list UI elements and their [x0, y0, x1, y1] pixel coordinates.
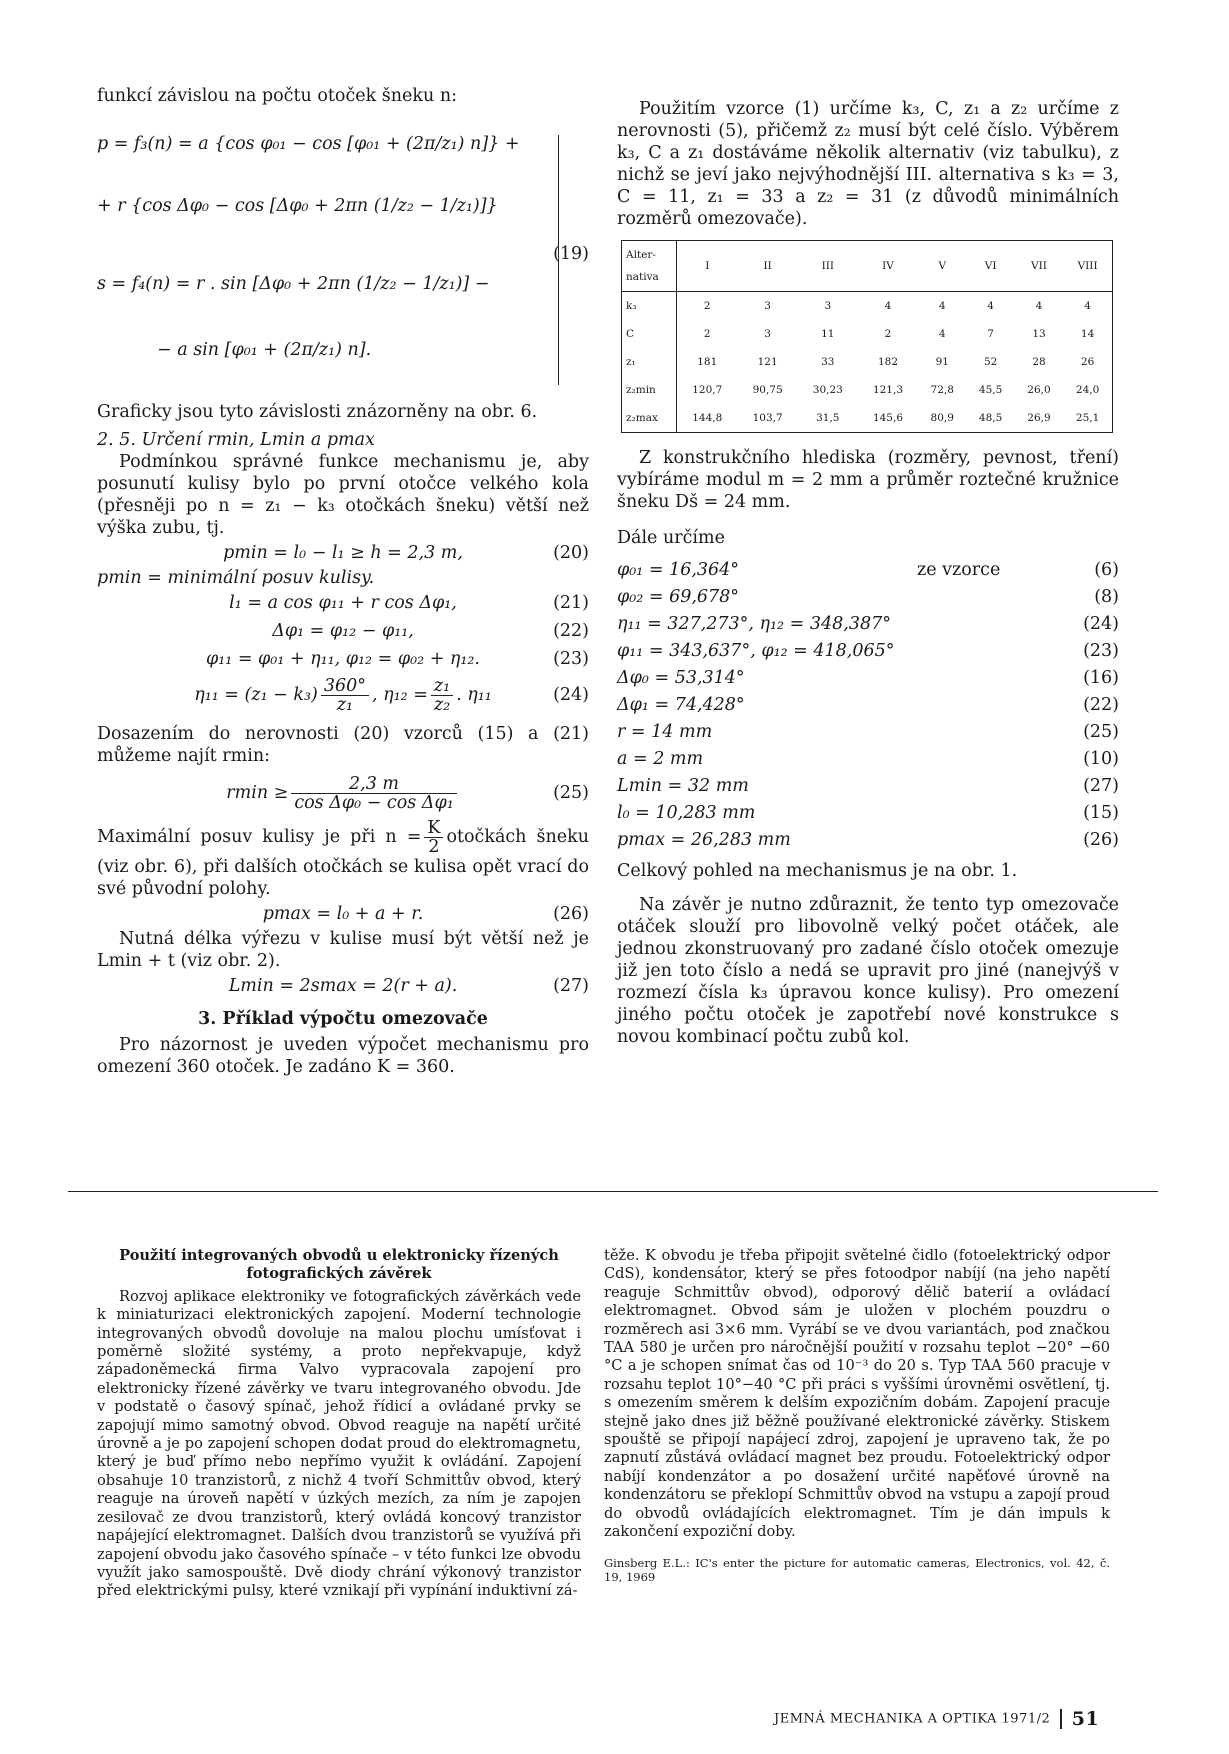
journal-name: JEMNÁ MECHANIKA A OPTIKA 1971/2: [774, 1711, 1051, 1727]
value-expr: r = 14 mm: [617, 722, 713, 742]
eq25-number: (25): [553, 783, 589, 803]
table-cell: 103,7: [752, 412, 783, 424]
footer-separator: [1060, 1709, 1062, 1729]
eq22-expr: Δφ₁ = φ₁₂ − φ₁₁,: [272, 621, 414, 641]
eq19-line3: s = f₄(n) = r . sin [Δφ₀ + 2πn (1/z₂ − 1/z₁)] −: [97, 274, 490, 294]
equation-27: [97, 972, 589, 1000]
table-cell: 25,1: [1075, 412, 1100, 424]
table-header-cell: VII: [1015, 241, 1063, 292]
table-cell: 80,9: [930, 412, 954, 424]
eq24-frac2-numerator: z₁: [431, 677, 453, 696]
k-half-numerator: K: [424, 819, 443, 838]
value-ref: (15): [1083, 803, 1119, 823]
article-title: Použití integrovaných obvodů u elektronicky řízených fotografických závěrek: [119, 1247, 559, 1283]
para-cutout: Nutná délka výřezu v kulise musí být větší než je Lmin + t (viz obr. 2).: [97, 929, 589, 971]
table-cell: 7: [987, 328, 994, 340]
para-design: Z konstrukčního hlediska (rozměry, pevnost, tření) vybíráme modul m = 2 mm a průměr roztečné kružnice šneku Dš = 24 mm.: [617, 448, 1119, 512]
table-cell: 121,3: [872, 384, 903, 396]
table-header-cell: VI: [966, 241, 1014, 292]
eq25-fraction: [291, 775, 456, 812]
value-ref: (24): [1083, 614, 1119, 634]
value-row: [617, 611, 1119, 638]
k-half-denominator: 2: [428, 837, 440, 857]
eq23-number: (23): [553, 649, 589, 669]
eq24-frac2-denominator: z₂: [433, 695, 451, 715]
value-row: [617, 719, 1119, 746]
section-3-heading: 3. Příklad výpočtu omezovače: [198, 1009, 488, 1029]
value-expr: Δφ₀ = 53,314°: [617, 668, 745, 688]
table-row: [622, 348, 1113, 376]
eq23-expr: φ₁₁ = φ₀₁ + η₁₁, φ₁₂ = φ₀₂ + η₁₂.: [205, 649, 480, 669]
page-footer: [774, 1708, 1099, 1730]
equation-22: [97, 617, 589, 645]
table-header-cell: I: [677, 241, 738, 292]
equation-26: [97, 900, 589, 928]
equation-25: [97, 771, 589, 815]
eq24-frac-denominator: z₁: [336, 695, 354, 715]
table-cell: 4: [938, 328, 946, 340]
alternatives-table: [621, 240, 1113, 433]
article-text-left: Rozvoj aplikace elektroniky ve fotografických závěrkách vede k miniaturizaci elektronických zapojení. Moderní technologie integrovaných obvodů dovoluje na malou plochu umísťovat i poměrně složité systémy, a proto nepřekvapuje, když západoněmecká firma Valvo vypracovala zapojení pro elektronicky řízené závěrky ve tvaru integrovaného obvodu. Jde v podstatě o časový spínač, jehož řídicí a ovládané prvky se zapojují mimo samotný obvod. Obvod reaguje na napětí určité úrovně a je po zapojení schopen dodat proud do elektromagnetu, který je buď přímo nebo nepřímo využit k ovládání. Zapojení obsahuje 10 tranzistorů, z nichž 4 tvoří Schmittův obvod, který reaguje na úroveň napětí v úzkých mezích, za ním je zapojen zesilovač ze dvou tranzistorů, který ovládá koncový tranzistor napájející elektromagnet. Dalších dvou tranzistorů se využívá při zapojení obvodu jako časového spínače – v této funkci lze obvodu využít jako samospouště. Dvě diody chrání výkonový tranzistor před elektrickými pulsy, které vznikají při vypínání induktivní zá-: [97, 1287, 581, 1600]
table-cell: 26,0: [1027, 384, 1051, 396]
para-alternatives: Použitím vzorce (1) určíme k₃, C, z₁ a z₂ určíme z nerovnosti (5), přičemž z₂ musí být celé číslo. Výběrem k₃, C a z₁ dostáváme několik alternativ (viz tabulku), z nichž se jeví jako nejvýhodnější III. alternativa s k₃ = 3, C = 11, z₁ = 33 a z₂ = 31 (z důvodů minimálních rozměrů omezovače).: [617, 99, 1119, 229]
graph-note: Graficky jsou tyto závislosti znázorněny na obr. 6.: [97, 402, 538, 422]
eq19-line4: − a sin [φ₀₁ + (2π/z₁) n].: [157, 340, 372, 360]
eq25-denominator: cos Δφ₀ − cos Δφ₁: [294, 793, 454, 813]
table-cell: 11: [821, 328, 835, 340]
table-cell: 182: [877, 356, 898, 368]
table-cell: 30,23: [812, 384, 843, 396]
eq19-number: (19): [553, 244, 589, 264]
value-ref: (25): [1083, 722, 1119, 742]
para-example: Pro názornost je uveden výpočet mechanismu pro omezení 360 otoček. Je zadáno K = 360.: [97, 1035, 589, 1077]
eq27-expr: Lmin = 2smax = 2(r + a).: [228, 976, 458, 996]
section-divider: [68, 1191, 1158, 1192]
table-cell: 91: [935, 356, 949, 368]
value-ref: (10): [1083, 749, 1119, 769]
eq21-expr: l₁ = a cos φ₁₁ + r cos Δφ₁,: [229, 593, 457, 613]
eq22-number: (22): [553, 621, 589, 641]
eq20-expr: pmin = l₀ − l₁ ≥ h = 2,3 m,: [223, 543, 463, 563]
table-cell: 144,8: [692, 412, 723, 424]
table-header-cell: IV: [858, 241, 918, 292]
table-cell: 72,8: [930, 384, 954, 396]
value-expr: l₀ = 10,283 mm: [617, 803, 756, 823]
table-cell: 4: [1084, 300, 1091, 312]
table-row: [622, 376, 1113, 404]
eq19-line1: p = f₃(n) = a {cos φ₀₁ − cos [φ₀₁ + (2π/z₁) n]} +: [97, 134, 520, 154]
table-cell: 2: [884, 328, 892, 340]
value-row: [617, 746, 1119, 773]
value-expr: φ₀₁ = 16,364°: [617, 560, 740, 580]
table-cell: 3: [824, 300, 832, 312]
eq26-expr: pmax = l₀ + a + r.: [262, 904, 424, 924]
value-expr: η₁₁ = 327,273°, η₁₂ = 348,387°: [617, 614, 891, 634]
value-row: [617, 827, 1119, 854]
table-header-cell: II: [738, 241, 798, 292]
intro-text: funkcí závislou na počtu otoček šneku n:: [97, 86, 457, 106]
table-cell: 4: [938, 300, 946, 312]
value-expr: pmax = 26,283 mm: [617, 830, 791, 850]
article-text-right: těže. K obvodu je třeba připojit světelné čidlo (fotoelektrický odpor CdS), kondensátor, který se přes fotoodpor nabíjí (na jeho napětí reaguje Schmittův obvod), odporový dělič baterií a ovládací elektromagnet. Obvod sám je uložen v plochém pouzdru o rozměrech asi 3×6 mm. Vyrábí se ve dvou variantách, pod značkou TAA 580 je určen pro náročnější použití v rozsahu teplot −20° −60 °C a je schopen snímat čas od 10⁻³ do 20 s. Typ TAA 560 pracuje v rozsahu teplot 10°−40 °C při práci s vyššími úrovněmi osvětlení, tj. s omezením směrem k delším expozičním dobám. Zapojení pracuje stejně jako dnes již běžně používané elektronické závěrky. Stiskem spouště se připojí napájecí zdroj, zapojení je upraveno tak, že po zapnutí zůstává ovládací magnet bez proudu. Fotoelektrický odpor nabíjí kondenzátor a po dosažení určité napěťové úrovně na kondenzátoru se překlopí Schmittův obvod na vstupu a zapojí proud do obvodů ovládajících elektromagnet. Tím je dán impuls k zakončení expoziční doby.: [604, 1247, 1110, 1541]
equation-20: [97, 539, 589, 567]
table-row: [622, 320, 1113, 348]
row-label: z₁: [622, 348, 677, 376]
eq26-number: (26): [553, 904, 589, 924]
table-cell: 3: [764, 328, 771, 340]
value-row: [617, 584, 1119, 611]
eq20-number: (20): [553, 543, 589, 563]
table-cell: 4: [987, 300, 994, 312]
value-expr: φ₀₂ = 69,678°: [617, 587, 740, 607]
table-cell: 26,9: [1027, 412, 1051, 424]
table-header-cell: V: [918, 241, 966, 292]
value-ref: (16): [1083, 668, 1119, 688]
values-list: [617, 557, 1119, 854]
para-max-shift: [97, 819, 589, 900]
row-label: z₂max: [622, 404, 677, 433]
para-condition: Podmínkou správné funkce mechanismu je, aby posunutí kulisy bylo po první otočce velkého kola (přesněji po n = z₁ − k₃ otočkách šneku) větší než výška zubu, tj.: [97, 452, 589, 538]
table-header-cell: VIII: [1063, 241, 1112, 292]
table-cell: 2: [703, 328, 711, 340]
eq24-part-a: η₁₁ = (z₁ − k₃): [194, 685, 318, 705]
table-cell: 4: [884, 300, 892, 312]
page-number: 51: [1071, 1708, 1100, 1730]
right-column: [617, 98, 1119, 1048]
eq25-numerator: 2,3 m: [291, 775, 456, 794]
equation-21: [97, 589, 589, 617]
para-max-shift-a: Maximální posuv kulisy je při n =: [97, 827, 422, 847]
value-row: [617, 557, 1119, 584]
eq19-line2: + r {cos Δφ₀ − cos [Δφ₀ + 2πn (1/z₂ − 1/z₁)]}: [97, 196, 498, 216]
value-expr: φ₁₁ = 343,637°, φ₁₂ = 418,065°: [617, 641, 895, 661]
eq27-number: (27): [553, 976, 589, 996]
para-conclusion: Na závěr je nutno zdůraznit, že tento typ omezovače otáček slouží pro libovolně velký počet otáček, ale jednou zkonstruovaný pro zadané číslo otoček omezuje již jen toto číslo a nedá se upravit pro jiné (nanejvýš v rozmezí čísla k₃ úpravou konce kulisy). Pro omezení jiného počtu otoček je zapotřebí nové konstrukce s novou kombinací počtu zubů kol.: [617, 895, 1119, 1047]
equation-system-19: [97, 113, 589, 399]
value-ref: (6): [1094, 560, 1119, 580]
table-cell: 120,7: [692, 384, 723, 396]
value-ref: (22): [1083, 695, 1119, 715]
eq24-part-c: . η₁₁: [456, 685, 492, 705]
pmin-definition: pmin = minimální posuv kulisy.: [97, 568, 375, 588]
table-corner: Alter-nativa: [622, 241, 677, 292]
value-expr: a = 2 mm: [617, 749, 704, 769]
k-half-fraction: [424, 819, 443, 856]
equation-23: [97, 645, 589, 673]
eq24-part-b: , η₁₂ =: [371, 685, 428, 705]
table-cell: 31,5: [816, 412, 840, 424]
eq21-number: (21): [553, 593, 589, 613]
para-overall-view: Celkový pohled na mechanismus je na obr. 1.: [617, 861, 1018, 881]
row-label: C: [622, 320, 677, 348]
value-row: [617, 800, 1119, 827]
eq25-lhs: rmin ≥: [226, 783, 289, 803]
table-cell: 48,5: [978, 412, 1003, 424]
para-determine: Dále určíme: [617, 528, 725, 548]
value-source: ze vzorce: [917, 560, 1001, 580]
value-expr: Lmin = 32 mm: [617, 776, 749, 796]
para-max-shift-b: otočkách šneku (viz obr. 6), při dalších otočkách se kulisa opět vrací do své původní polohy.: [97, 827, 589, 899]
para-substitution: Dosazením do nerovnosti (20) vzorců (15) a (21) můžeme najít rmin:: [97, 724, 589, 766]
article-left-column: [97, 1247, 581, 1601]
table-cell: 24,0: [1075, 384, 1100, 396]
table-cell: 3: [764, 300, 771, 312]
table-cell: 90,75: [752, 384, 783, 396]
value-ref: (8): [1094, 587, 1119, 607]
section-2-5-title: 2. 5. Určení rmin, Lmin a pmax: [97, 430, 375, 450]
table-cell: 45,5: [978, 384, 1003, 396]
table-cell: 14: [1080, 328, 1095, 340]
table-cell: 33: [821, 356, 835, 368]
article-right-column: [604, 1247, 1110, 1584]
table-cell: 145,6: [872, 412, 903, 424]
row-label: z₂min: [622, 376, 677, 404]
value-ref: (27): [1083, 776, 1119, 796]
value-row: [617, 692, 1119, 719]
row-label: k₃: [622, 292, 677, 321]
table-cell: 2: [703, 300, 711, 312]
value-ref: (26): [1083, 830, 1119, 850]
equation-24: [97, 673, 589, 717]
eq24-fraction: [321, 677, 369, 714]
left-column: [97, 85, 589, 1078]
table-header-cell: III: [798, 241, 858, 292]
table-cell: 28: [1032, 356, 1046, 368]
value-row: [617, 638, 1119, 665]
value-row: [617, 773, 1119, 800]
value-row: [617, 665, 1119, 692]
table-header-row: [622, 241, 1113, 292]
eq24-fraction-2: [431, 677, 453, 714]
article-reference: Ginsberg E.L.: IC's enter the picture for automatic cameras, Electronics, vol. 42, č. 19, 1969: [604, 1555, 1110, 1584]
table-cell: 4: [1035, 300, 1043, 312]
table-cell: 181: [697, 356, 718, 368]
table-cell: 13: [1032, 328, 1046, 340]
table-row: [622, 292, 1113, 321]
table-cell: 121: [757, 356, 778, 368]
eq24-frac-numerator: 360°: [321, 677, 369, 696]
table-cell: 52: [983, 356, 998, 368]
value-expr: Δφ₁ = 74,428°: [617, 695, 745, 715]
table-row: [622, 404, 1113, 433]
table-cell: 26: [1080, 356, 1095, 368]
eq24-number: (24): [553, 685, 589, 705]
value-ref: (23): [1083, 641, 1119, 661]
